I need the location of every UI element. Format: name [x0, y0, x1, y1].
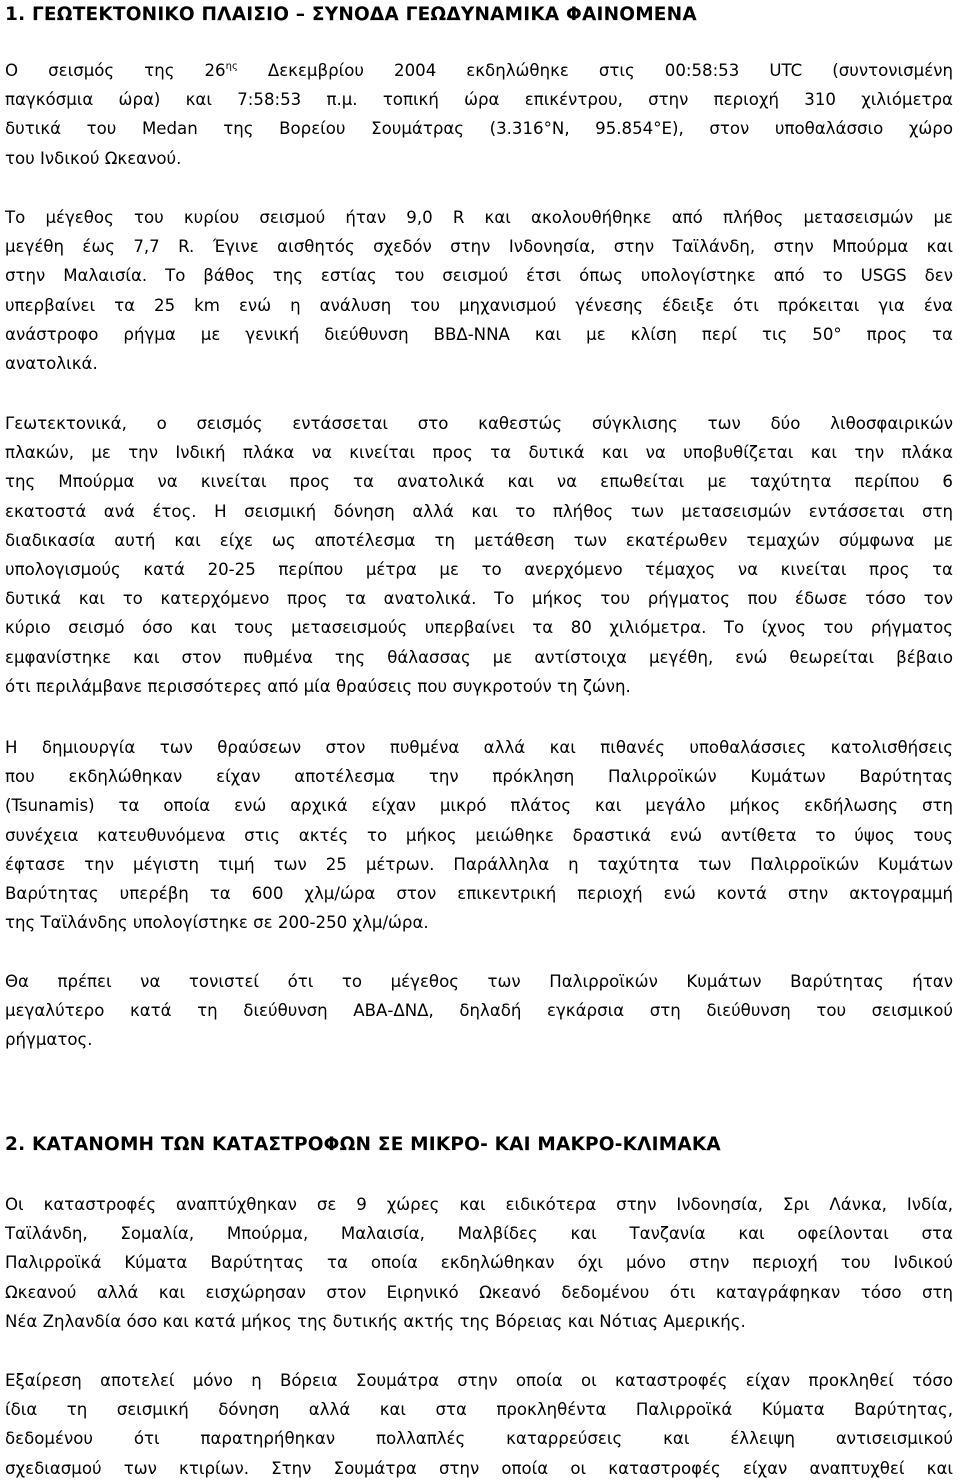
paragraph-line: της Μπούρμα να κινείται προς τα ανατολικά και να επωθείται με ταχύτητα περίπου 6: [5, 472, 953, 492]
paragraph-line: Το μέγεθος του κυρίου σεισμού ήταν 9,0 R και ακολουθήθηκε από πλήθος μετασεισμών με: [5, 208, 953, 227]
paragraph-line: του Ινδικού Ωκεανού.: [5, 148, 182, 168]
paragraph-line: (Tsunamis) τα οποία ενώ αρχικά είχαν μικρό πλάτος και μεγάλο μήκος εκδήλωσης στη: [5, 796, 953, 816]
section-1-heading: 1. ΓΕΩΤΕΚΤΟΝΙΚΟ ΠΛΑΙΣΙΟ – ΣΥΝΟΔΑ ΓΕΩΔΥΝΑΜΙΚΑ ΦΑΙΝΟΜΕΝΑ: [5, 4, 697, 25]
paragraph-line: σχεδιασμού των κτιρίων. Στην Σουμάτρα στην οποία οι καταστροφές είχαν αναπτυχθεί και: [5, 1458, 953, 1478]
paragraph-magnitude: [5, 203, 953, 378]
paragraph-line: Παλιρροϊκά Κύματα Βαρύτητας τα οποία εκδηλώθηκαν όχι μόνο στην περιοχή του Ινδικού: [5, 1253, 953, 1273]
paragraph-line: ανατολικά.: [5, 354, 98, 374]
paragraph-sumatra-exception: [5, 1366, 953, 1483]
paragraph-geotectonics: [5, 409, 953, 701]
paragraph-line: πλακών, με την Ινδική πλάκα να κινείται προς τα δυτικά και να υποβυθίζεται και την πλάκα: [5, 443, 953, 463]
paragraph-line: Η δημιουργία των θραύσεων στον πυθμένα αλλά και πιθανές υποθαλάσσιες κατολισθήσεις: [5, 738, 953, 757]
paragraph-line: μεγέθη έως 7,7 R. Έγινε αισθητός σχεδόν στην Ινδονησία, στην Ταϊλάνδη, στην Μπούρμα και: [5, 237, 953, 257]
paragraph-line: ρήγματος.: [5, 1030, 93, 1050]
paragraph-line: δεδομένου ότι παρατηρήθηκαν πολλαπλές καταρρεύσεις και έλλειψη αντισεισμικού: [5, 1429, 953, 1449]
paragraph-line: υπερβαίνει τα 25 km ενώ η ανάλυση του μηχανισμού γένεσης έδειξε ότι πρόκειται για ένα: [5, 295, 953, 315]
paragraph-line: έφτασε την μέγιστη τιμή των 25 μέτρων. Παράλληλα η ταχύτητα των Παλιρροϊκών Κυμάτων: [5, 854, 953, 874]
paragraph-tsunamis: [5, 733, 953, 937]
paragraph-line: Εξαίρεση αποτελεί μόνο η Βόρεια Σουμάτρα στην οποία οι καταστροφές είχαν προκληθεί τόσο: [5, 1371, 953, 1390]
paragraph-line: εμφανίστηκε και στον πυθμένα της θάλασσας με αντίστοιχα μεγέθη, ενώ θεωρείται βέβαιο: [5, 647, 953, 667]
paragraph-line: Οι καταστροφές αναπτύχθηκαν σε 9 χώρες και ειδικότερα στην Ινδονησία, Σρι Λάνκα, Ινδία,: [5, 1195, 953, 1214]
paragraph-line: στην Μαλαισία. Το βάθος της εστίας του σεισμού έτσι όπως υπολογίστηκε από το USGS δεν: [5, 266, 953, 286]
paragraph-line: κύριο σεισμό όσο και τους μετασεισμούς υπερβαίνει τα 80 χιλιόμετρα. Το ίχνος του ρήγματος: [5, 618, 953, 638]
paragraph-line: δυτικά του Medan της Βορείου Σουμάτρας (3.316°N, 95.854°E), στον υποθαλάσσιο χώρο: [5, 119, 953, 139]
paragraph-line: Ταϊλάνδη, Σομαλία, Μπούρμα, Μαλαισία, Μαλβίδες και Τανζανία και οφείλονται στα: [5, 1224, 953, 1244]
paragraph-line: που εκδηλώθηκαν είχαν αποτέλεσμα την πρόκληση Παλιρροϊκών Κυμάτων Βαρύτητας: [5, 767, 953, 787]
paragraph-line: παγκόσμια ώρα) και 7:58:53 π.μ. τοπική ώρα επικέντρου, στην περιοχή 310 χιλιόμετρα: [5, 90, 953, 110]
paragraph-line: της Ταϊλάνδης υπολογίστηκε σε 200-250 χλμ/ώρα.: [5, 913, 429, 933]
paragraph-line: [5, 56, 953, 85]
section-2-heading: 2. ΚΑΤΑΝΟΜΗ ΤΩΝ ΚΑΤΑΣΤΡΟΦΩΝ ΣΕ ΜΙΚΡΟ- ΚΑΙ ΜΑΚΡΟ-ΚΛΙΜΑΚΑ: [5, 1134, 721, 1155]
paragraph-line: ίδια τη σεισμική δόνηση αλλά και στα προκληθέντα Παλιρροϊκά Κύματα Βαρύτητας,: [5, 1400, 953, 1420]
ordinal-suffix: ης: [225, 61, 238, 72]
paragraph-line: ότι περιλάμβανε περισσότερες από μία θραύσεις που συγκροτούν τη ζώνη.: [5, 676, 631, 696]
text-fragment: Δεκεμβρίου 2004 εκδηλώθηκε στις 00:58:53 UTC (συντονισμένη: [237, 61, 953, 80]
paragraph-line: διαδικασία αυτή και είχε ως αποτέλεσμα τη μετάθεση των εκατέρωθεν τεμαχών σύμφωνα με: [5, 530, 953, 550]
paragraph-line: Γεωτεκτονικά, ο σεισμός εντάσσεται στο καθεστώς σύγκλισης των δύο λιθοσφαιρικών: [5, 414, 953, 433]
paragraph-line: Νέα Ζηλανδία όσο και κατά μήκος της δυτικής ακτής της Βόρειας και Νότιας Αμερικής.: [5, 1311, 746, 1331]
paragraph-line: Θα πρέπει να τονιστεί ότι το μέγεθος των Παλιρροϊκών Κυμάτων Βαρύτητας ήταν: [5, 972, 953, 991]
paragraph-affected-countries: [5, 1190, 953, 1336]
paragraph-intro: [5, 56, 953, 173]
paragraph-line: Βαρύτητας υπερέβη τα 600 χλμ/ώρα στον επικεντρική περιοχή ενώ κοντά στην ακτογραμμή: [5, 884, 953, 904]
paragraph-line: συνέχεια κατευθυνόμενα στις ακτές το μήκος μειώθηκε δραστικά ενώ αντίθετα το ύψος τους: [5, 825, 953, 845]
paragraph-line: ανάστροφο ρήγμα με γενική διεύθυνση ΒΒΔ-ΝΝΑ και με κλίση περί τις 50° προς τα: [5, 324, 953, 344]
text-fragment: Ο σεισμός της 26: [5, 61, 226, 80]
paragraph-line: εκατοστά ανά έτος. Η σεισμική δόνηση αλλά και το πλήθος των μετασεισμών εντάσσεται στη: [5, 501, 953, 521]
paragraph-line: μεγαλύτερο κατά τη διεύθυνση ΑΒΑ-ΔΝΔ, δηλαδή εγκάρσια στη διεύθυνση του σεισμικού: [5, 1001, 953, 1021]
paragraph-line: υπολογισμούς κατά 20-25 περίπου μέτρα με το ανερχόμενο τέμαχος να κινείται προς τα: [5, 560, 953, 580]
paragraph-line: δυτικά και το κατερχόμενο προς τα ανατολικά. Το μήκος του ρήγματος που έδωσε τόσο τον: [5, 589, 953, 609]
paragraph-direction: [5, 967, 953, 1055]
paragraph-line: Ωκεανού αλλά και εισχώρησαν στον Ειρηνικό Ωκεανό δεδομένου ότι καταγράφηκαν τόσο στη: [5, 1282, 953, 1302]
